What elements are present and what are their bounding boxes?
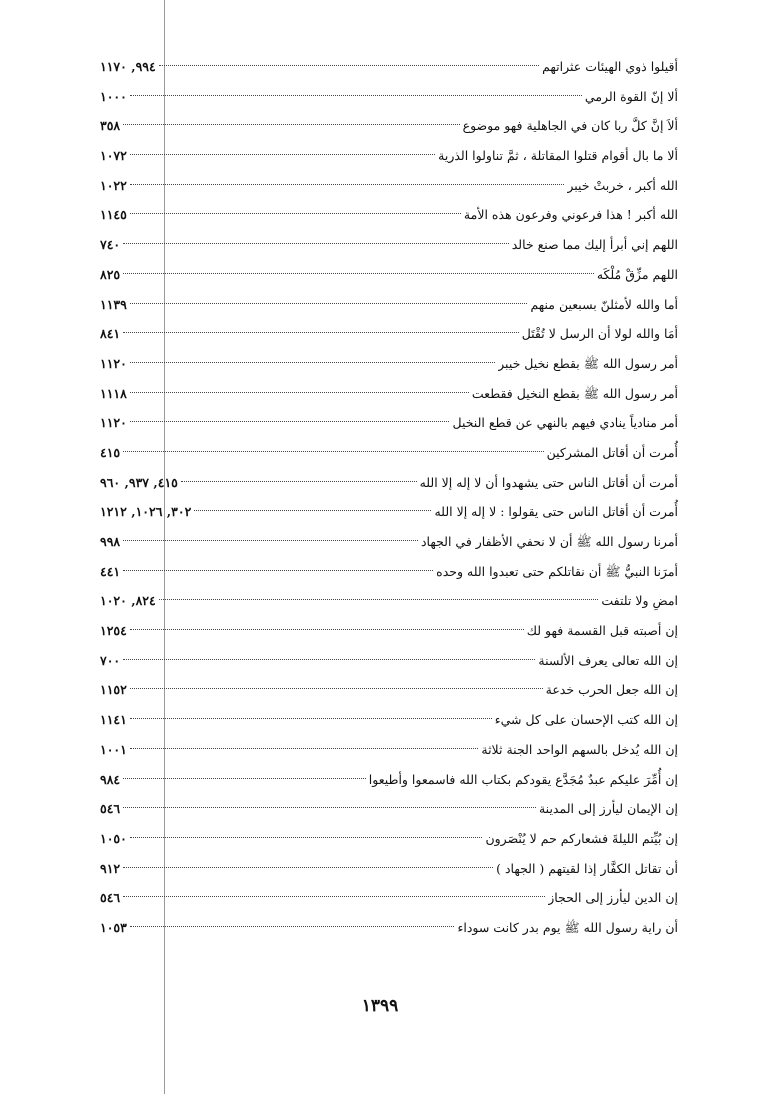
entry-text: أمر رسول الله ﷺ بقطع نخيل خيبر bbox=[498, 355, 678, 371]
index-entry bbox=[100, 883, 678, 913]
entry-text: إن الله يُدخل بالسهم الواحد الجنة ثلاثة bbox=[481, 741, 678, 757]
index-entry bbox=[100, 438, 678, 468]
entry-text: أن راية رسول الله ﷺ يوم بدر كانت سوداء bbox=[457, 919, 678, 935]
index-entry bbox=[100, 111, 678, 141]
page-references: ١١٤١ bbox=[100, 712, 127, 728]
entry-text: إن الله كتب الإحسان على كل شيء bbox=[494, 712, 678, 728]
entry-text: الله أكبر ، خربتْ خيبر bbox=[567, 177, 678, 193]
index-entry bbox=[100, 675, 678, 705]
dot-leader bbox=[123, 807, 536, 808]
dot-leader bbox=[123, 778, 366, 779]
dot-leader bbox=[123, 243, 509, 244]
entry-text: ألاَ إنَّ كلَّ ربا كان في الجاهلية فهو موضوع bbox=[462, 118, 678, 134]
entry-text: أن تقاتل الكفَّار إذا لقيتهم ( الجهاد ) bbox=[496, 860, 678, 876]
index-entry bbox=[100, 230, 678, 260]
index-entry bbox=[100, 527, 678, 557]
page-references: ١٠٥٠ bbox=[100, 830, 127, 846]
page-references: ١٠٧٢ bbox=[100, 148, 127, 164]
entry-text: أمرَنا النبيُّ ﷺ أن نقاتلكم حتى تعبدوا الله وحده bbox=[436, 563, 678, 579]
entry-text: ألا ما بال أقوام قتلوا المقاتلة ، ثمَّ تناولوا الذرية bbox=[438, 148, 678, 164]
index-entry bbox=[100, 913, 678, 943]
entry-text: إن الله جعل الحرب خدعة bbox=[545, 682, 678, 698]
index-entry bbox=[100, 735, 678, 765]
dot-leader bbox=[130, 926, 455, 927]
dot-leader bbox=[123, 896, 545, 897]
dot-leader bbox=[123, 332, 519, 333]
entry-text: أما والله لأمثلنّ بسبعين منهم bbox=[530, 296, 678, 312]
entry-text: أُمرت أن أقاتل الناس حتى يقولوا : لا إله إلا الله bbox=[434, 504, 678, 520]
dot-leader bbox=[130, 688, 543, 689]
page-references: ٨٢٤, ١٠٢٠ bbox=[100, 593, 156, 609]
entry-text: امضِ ولا تلتفت bbox=[601, 593, 678, 609]
dot-leader bbox=[130, 184, 564, 185]
page-references: ٥٤٦ bbox=[100, 801, 121, 817]
page-references: ٩٨٤ bbox=[100, 771, 121, 787]
index-entry bbox=[100, 379, 678, 409]
page-references: ١١٤٥ bbox=[100, 207, 127, 223]
page-references: ٩٩٤, ١١٧٠ bbox=[100, 59, 156, 74]
entry-text: إن بُيِّتم الليلةَ فشعاركم حم لا يُنْصَرون bbox=[485, 830, 678, 846]
entry-text: اللهم مزِّقْ مُلْكَه bbox=[596, 266, 678, 282]
dot-leader bbox=[130, 718, 492, 719]
index-entry bbox=[100, 497, 678, 527]
index-entry bbox=[100, 616, 678, 646]
index-entry bbox=[100, 557, 678, 587]
index-entry bbox=[100, 705, 678, 735]
page-references: ٧٤٠ bbox=[100, 237, 121, 253]
index-entry bbox=[100, 854, 678, 884]
entry-text: أمرنا رسول الله ﷺ أن لا نحفي الأظفار في الجهاد bbox=[420, 534, 678, 549]
page-references: ١١٥٢ bbox=[100, 682, 127, 698]
page-references: ٤١٥, ٩٣٧, ٩٦٠ bbox=[100, 474, 178, 490]
entry-text: أُمرت أن أقاتل المشركين bbox=[546, 444, 678, 460]
index-entry bbox=[100, 290, 678, 320]
entry-text: أمَا والله لولا أن الرسل لا تُقْتَل bbox=[521, 326, 678, 342]
dot-leader bbox=[159, 599, 599, 600]
index-entry bbox=[100, 52, 678, 82]
index-entry bbox=[100, 141, 678, 171]
index-entry bbox=[100, 349, 678, 379]
page-references: ١١٢٠ bbox=[100, 355, 127, 371]
page-references: ٩٩٨ bbox=[100, 534, 121, 549]
index-entry bbox=[100, 319, 678, 349]
page-references: ١٠٥٣ bbox=[100, 919, 127, 935]
page-references: ٥٤٦ bbox=[100, 890, 121, 906]
entry-text: إن الدين ليأرز إلى الحجاز bbox=[548, 890, 678, 906]
dot-leader bbox=[194, 510, 431, 511]
index-entry bbox=[100, 200, 678, 230]
entry-text: إن أصبته قبل القسمة فهو لك bbox=[526, 623, 678, 639]
dot-leader bbox=[123, 124, 459, 125]
entry-text: إن الله تعالى يعرف الألسنة bbox=[538, 652, 678, 668]
dot-leader bbox=[130, 421, 450, 422]
dot-leader bbox=[123, 540, 418, 541]
dot-leader bbox=[123, 570, 433, 571]
index-entry bbox=[100, 765, 678, 795]
index-entry bbox=[100, 468, 678, 498]
page-references: ١١٣٩ bbox=[100, 296, 127, 312]
index-entry bbox=[100, 824, 678, 854]
entry-text: ألا إنّ القوة الرمي bbox=[584, 88, 678, 104]
dot-leader bbox=[130, 303, 528, 304]
index-entry bbox=[100, 794, 678, 824]
page-references: ٧٠٠ bbox=[100, 652, 121, 668]
page-references: ٨٢٥ bbox=[100, 266, 121, 282]
index-entry bbox=[100, 646, 678, 676]
page-references: ٤٤١ bbox=[100, 563, 121, 579]
entry-text: إن الإيمان ليأرز إلى المدينة bbox=[538, 801, 678, 817]
page-references: ١٠٢٢ bbox=[100, 177, 127, 193]
index-entry bbox=[100, 171, 678, 201]
page-references: ١٢٥٤ bbox=[100, 623, 127, 639]
page-references: ١٠٠٠ bbox=[100, 88, 127, 104]
entry-text: أمر رسول الله ﷺ بقطع النخيل فقطعت bbox=[471, 385, 678, 401]
index-entry bbox=[100, 260, 678, 290]
page-references: ٨٤١ bbox=[100, 326, 121, 342]
dot-leader bbox=[130, 629, 524, 630]
dot-leader bbox=[123, 273, 594, 274]
page-references: ١١١٨ bbox=[100, 385, 127, 401]
entry-text: إن أُمِّرَ عليكم عبدٌ مُجَدَّع يقودكم بكتاب الله فاسمعوا وأطيعوا bbox=[368, 771, 678, 787]
entry-text: أمر منادياً ينادي فيهم بالنهي عن قطع النخيل bbox=[452, 415, 678, 431]
dot-leader bbox=[130, 213, 461, 214]
page-references: ٩١٢ bbox=[100, 860, 121, 876]
entry-text: اللهم إني أبرأ إليك مما صنع خالد bbox=[511, 237, 678, 253]
dot-leader bbox=[130, 837, 483, 838]
dot-leader bbox=[123, 867, 493, 868]
entry-text: أقيلوا ذوي الهيئات عثراتهم bbox=[542, 59, 678, 74]
dot-leader bbox=[123, 659, 535, 660]
dot-leader bbox=[130, 392, 469, 393]
page-references: ٣٥٨ bbox=[100, 118, 121, 134]
index-entry bbox=[100, 586, 678, 616]
dot-leader bbox=[123, 451, 543, 452]
dot-leader bbox=[159, 65, 539, 66]
dot-leader bbox=[181, 481, 417, 482]
entry-text: أمرت أن أقاتل الناس حتى يشهدوا أن لا إله إلا الله bbox=[419, 474, 678, 490]
page-references: ١٠٠١ bbox=[100, 741, 127, 757]
dot-leader bbox=[130, 362, 495, 363]
page-references: ٣٠٢, ١٠٢٦, ١٢١٢ bbox=[100, 504, 192, 520]
page-number: ١٣٩٩ bbox=[361, 996, 399, 1016]
hadith-index-list bbox=[100, 52, 678, 943]
dot-leader bbox=[130, 748, 479, 749]
entry-text: الله أكبر ! هذا فرعوني وفرعون هذه الأمة bbox=[463, 207, 678, 223]
page-references: ١١٢٠ bbox=[100, 415, 127, 431]
index-entry bbox=[100, 82, 678, 112]
index-entry bbox=[100, 408, 678, 438]
dot-leader bbox=[130, 154, 435, 155]
page-references: ٤١٥ bbox=[100, 444, 121, 460]
dot-leader bbox=[130, 95, 582, 96]
